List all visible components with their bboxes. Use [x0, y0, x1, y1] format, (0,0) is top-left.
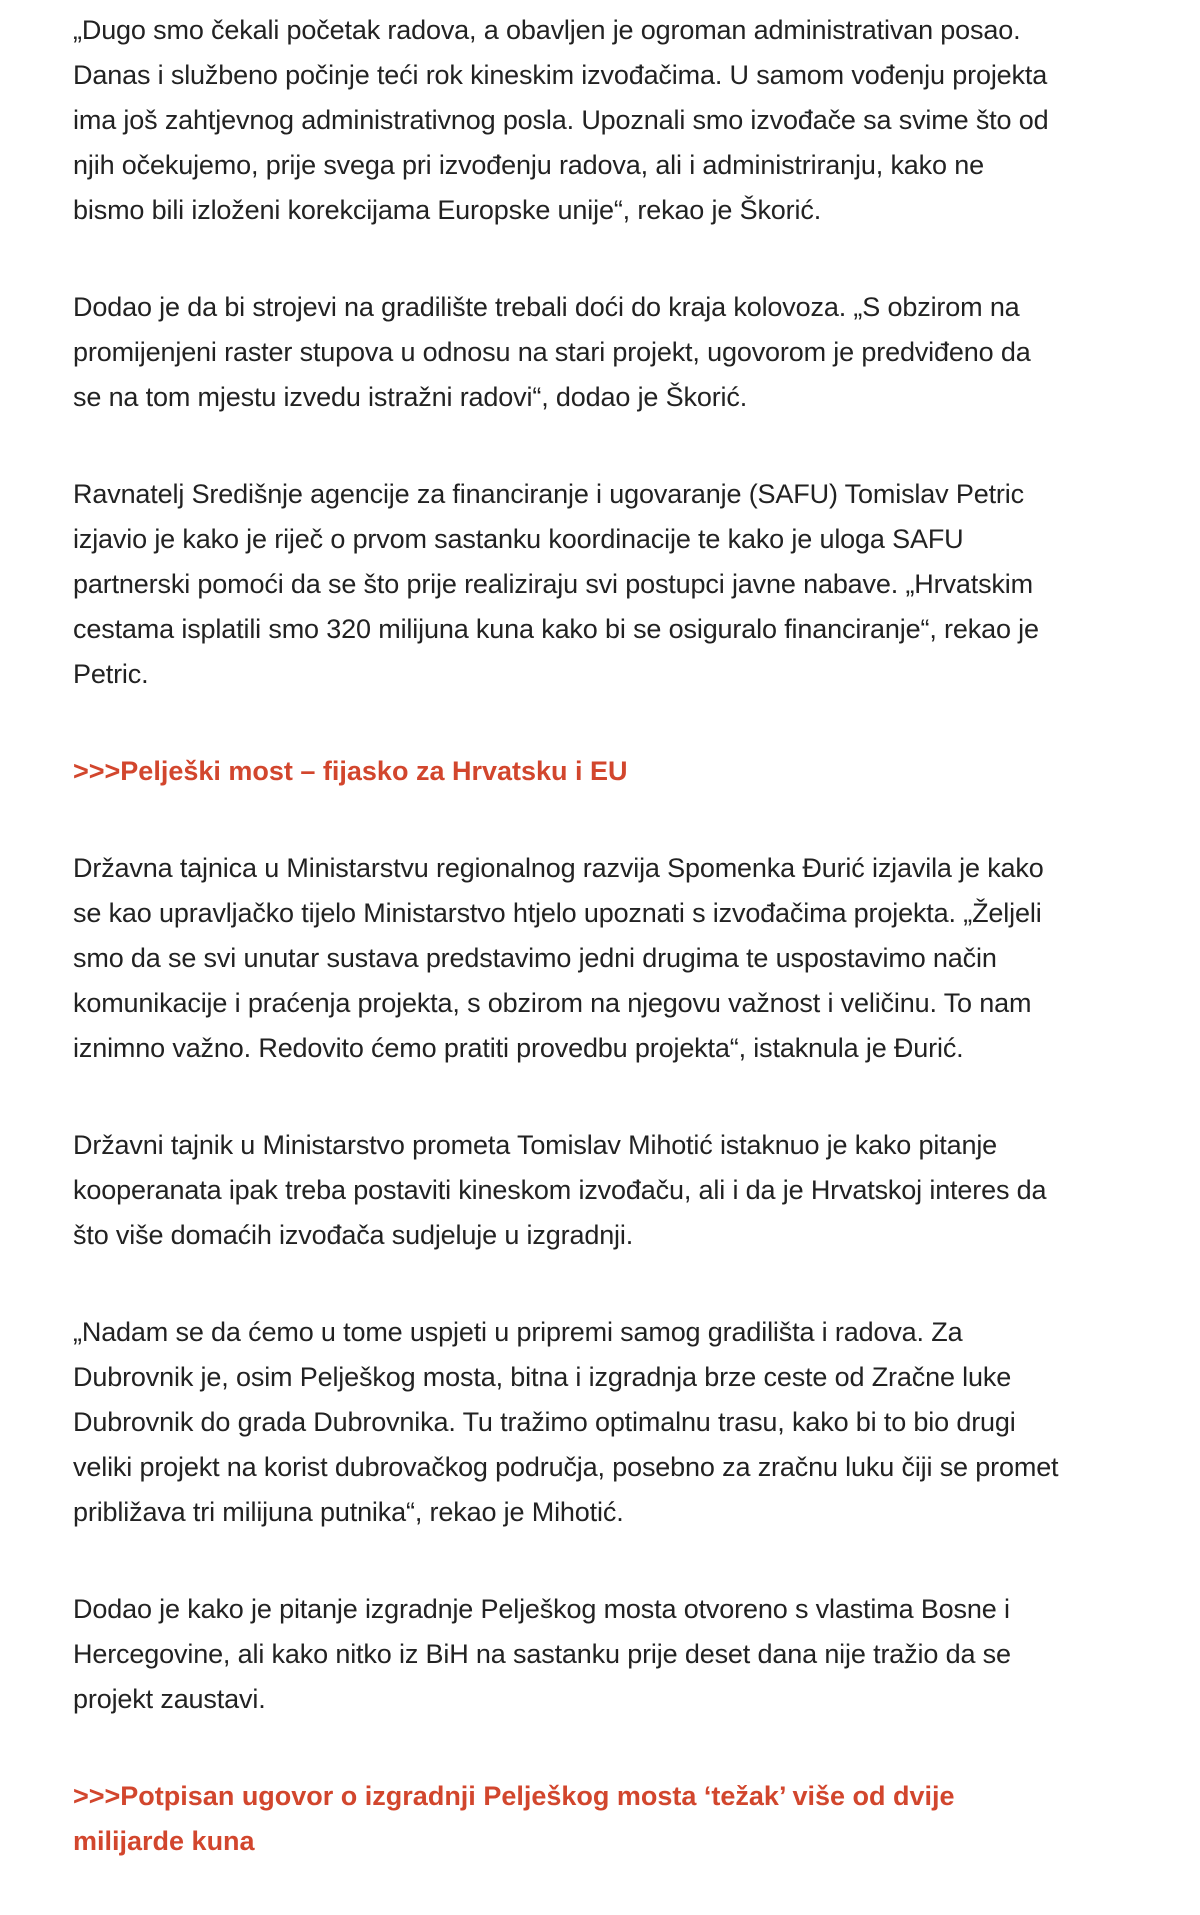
- article-paragraph-6: „Nadam se da ćemo u tome uspjeti u pripremi samog gradilišta i radova. Za Dubrovnik je, osim Pelješkog mosta, bitna i izgradnja brze ceste od Zračne luke Dubrovnik do grada Dubrovnika. Tu tražimo optimalnu trasu, kako bi to bio drugi veliki projekt na korist dubrovačkog područja, posebno za zračnu luku čiji se promet približava tri milijuna putnika“, rekao je Mihotić.: [73, 1317, 1059, 1527]
- article-paragraph-3: Ravnatelj Središnje agencije za financiranje i ugovaranje (SAFU) Tomislav Petric izjavio je kako je riječ o prvom sastanku koordinacije te kako je uloga SAFU partnerski pomoći da se što prije realiziraju svi postupci javne nabave. „Hrvatskim cestama isplatili smo 320 milijuna kuna kako bi se osiguralo financiranje“, rekao je Petric.: [73, 479, 1039, 689]
- article-paragraph-7: Dodao je kako je pitanje izgradnje Pelješkog mosta otvoreno s vlastima Bosne i Hercegovine, ali kako nitko iz BiH na sastanku prije deset dana nije tražio da se projekt zaustavi.: [73, 1594, 1011, 1714]
- related-article-link-2[interactable]: >>>Potpisan ugovor o izgradnji Pelješkog mosta ‘težak’ više od dvije milijarde kuna: [73, 1781, 955, 1856]
- article-paragraph-2: Dodao je da bi strojevi na gradilište trebali doći do kraja kolovoza. „S obzirom na promijenjeni raster stupova u odnosu na stari projekt, ugovorom je predviđeno da se na tom mjestu izvedu istražni radovi“, dodao je Škorić.: [73, 292, 1031, 412]
- article-paragraph-4: Državna tajnica u Ministarstvu regionalnog razvija Spomenka Đurić izjavila je kako se kao upravljačko tijelo Ministarstvo htjelo upoznati s izvođačima projekta. „Željeli smo da se svi unutar sustava predstavimo jedni drugima te uspostavimo način komunikacije i praćenja projekta, s obzirom na njegovu važnost i veličinu. To nam iznimno važno. Redovito ćemo pratiti provedbu projekta“, istaknula je Đurić.: [73, 853, 1044, 1063]
- article-paragraph-5: Državni tajnik u Ministarstvo prometa Tomislav Mihotić istaknuo je kako pitanje kooperanata ipak treba postaviti kineskom izvođaču, ali i da je Hrvatskoj interes da što više domaćih izvođača sudjeluje u izgradnji.: [73, 1130, 1047, 1250]
- article-paragraph-1: „Dugo smo čekali početak radova, a obavljen je ogroman administrativan posao. Danas i službeno počinje teći rok kineskim izvođačima. U samom vođenju projekta ima još zahtjevnog administrativnog posla. Upoznali smo izvođače sa svime što od njih očekujemo, prije svega pri izvođenju radova, ali i administriranju, kako ne bismo bili izloženi korekcijama Europske unije“, rekao je Škorić.: [73, 15, 1049, 225]
- related-article-link-1[interactable]: >>>Pelješki most – fijasko za Hrvatsku i EU: [73, 756, 628, 786]
